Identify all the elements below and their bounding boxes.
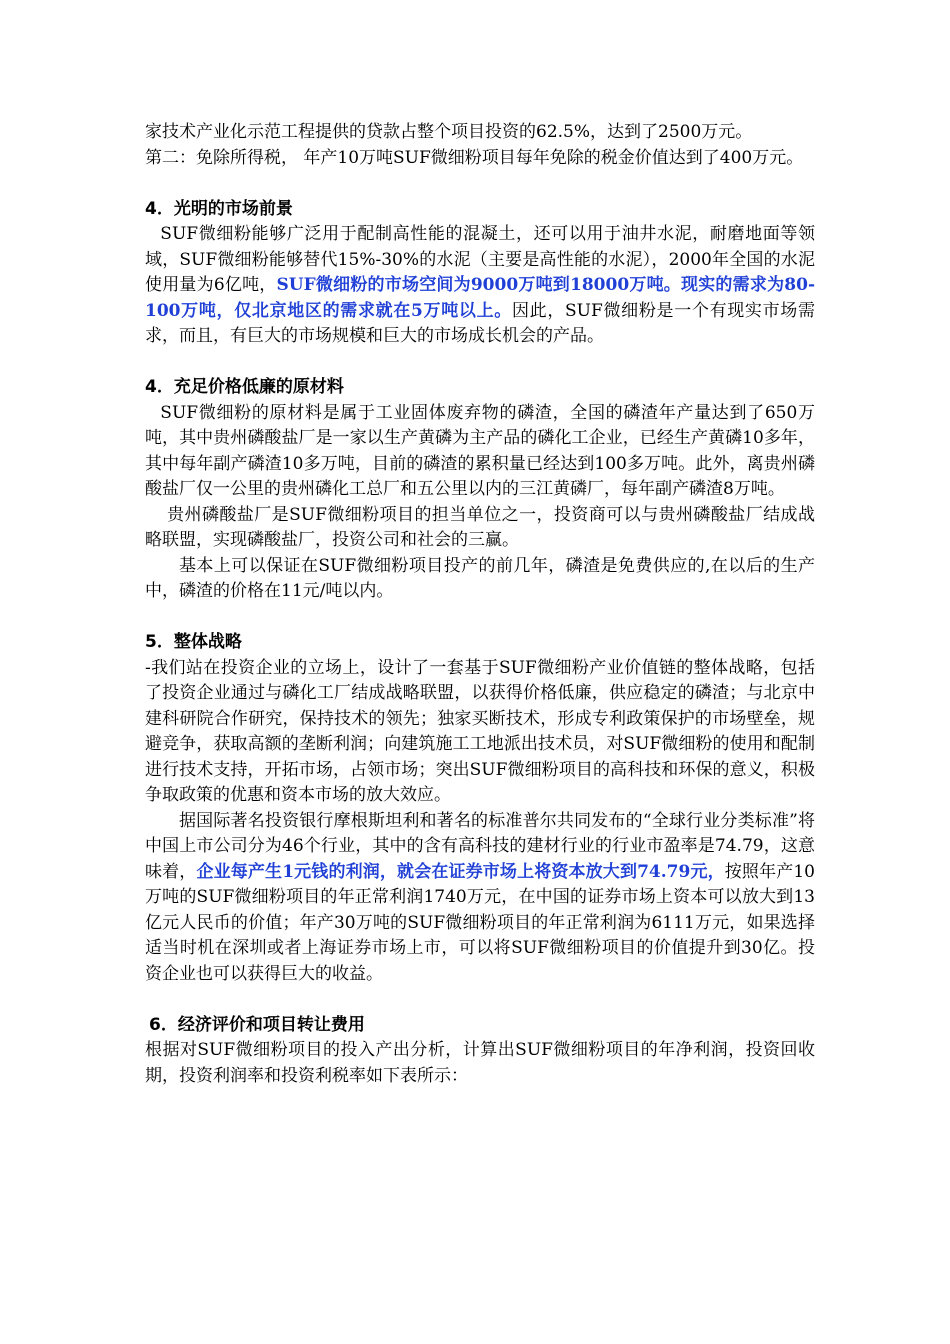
strategy-paragraph-2: [145, 809, 815, 988]
document-page: [145, 120, 815, 1089]
economics-heading: 6．经济评价和项目转让费用: [149, 1014, 365, 1035]
economics-paragraph: 根据对SUF微细粉项目的投入产出分析，计算出SUF微细粉项目的年净利润，投资回收期，投资利润率和投资利税率如下表所示：: [145, 1040, 815, 1086]
market-text-pre: SUF微细粉能够广泛用于配制高性能的混凝土，还可以用于油井水泥，耐磨地面等领域，SUF微细粉能够替代15%-30%的水泥（主要是高性能的水泥），2000年全国的水泥使用量为6亿吨，: [145, 224, 815, 295]
strategy-text-emphasis: 企业每产生1元钱的利润，就会在证券市场上将资本放大到74.79元，: [196, 861, 725, 882]
materials-paragraph-3: 基本上可以保证在SUF微细粉项目投产的前几年，磷渣是免费供应的,在以后的生产中，磷渣的价格在11元/吨以内。: [145, 555, 815, 601]
strategy-paragraph-1: -我们站在投资企业的立场上，设计了一套基于SUF微细粉产业价值链的整体战略，包括了投资企业通过与磷化工厂结成战略联盟，以获得价格低廉，供应稳定的磷渣；与北京中建科研院合作研究，保持技术的领先；独家买断技术，形成专利政策保护的市场壁垒，规避竞争，获取高额的垄断利润；向建筑施工工地派出技术员，对SUF微细粉的使用和配制进行技术支持，开拓市场，占领市场；突出SUF微细粉项目的高科技和环保的意义，积极争取政策的优惠和资本市场的放大效应。: [145, 657, 815, 805]
strategy-text-pre: 据国际著名投资银行摩根斯坦利和著名的标准普尔共同发布的“全球行业分类标准”将中国上市公司分为46个行业，其中的含有高科技的建材行业的行业市盈率是74.79，这意味着，: [145, 810, 815, 882]
market-text-emphasis: SUF微细粉的市场空间为9000万吨到18000万吨。现实的需求为80-100万吨，仅北京地区的需求就在5万吨以上。: [145, 275, 815, 321]
market-paragraph: [145, 222, 815, 350]
materials-heading: 4．充足价格低廉的原材料: [145, 377, 344, 397]
intro-line-1: 家技术产业化示范工程提供的贷款占整个项目投资的62.5%，达到了2500万元。: [145, 122, 753, 142]
strategy-heading: 5．整体战略: [145, 632, 242, 652]
market-text-post: 因此，SUF微细粉是一个有现实市场需求，而且，有巨大的市场规模和巨大的市场成长机会的产品。: [145, 300, 815, 346]
materials-paragraph-1: SUF微细粉的原材料是属于工业固体废弃物的磷渣，全国的磷渣年产量达到了650万吨，其中贵州磷酸盐厂是一家以生产黄磷为主产品的磷化工企业，已经生产黄磷10多年，其中每年副产磷渣10多万吨，目前的磷渣的累积量已经达到100多万吨。此外，离贵州磷酸盐厂仅一公里的贵州磷化工总厂和五公里以内的三江黄磷厂，每年副产磷渣8万吨。: [145, 402, 815, 499]
intro-line-2: 第二：免除所得税， 年产10万吨SUF微细粉项目每年免除的税金价值达到了400万元。: [145, 147, 804, 168]
materials-paragraph-2: 贵州磷酸盐厂是SUF微细粉项目的担当单位之一，投资商可以与贵州磷酸盐厂结成战略联盟，实现磷酸盐厂，投资公司和社会的三赢。: [145, 504, 815, 550]
strategy-text-post: 按照年产10万吨的SUF微细粉项目的年正常利润1740万元，在中国的证券市场上资本可以放大到13亿元人民币的价值；年产30万吨的SUF微细粉项目的年正常利润为6111万元，如果选择适当时机在深圳或者上海证券市场上市，可以将SUF微细粉项目的价值提升到30亿。投资企业也可以获得巨大的收益。: [145, 861, 816, 984]
market-heading: 4．光明的市场前景: [145, 198, 293, 219]
